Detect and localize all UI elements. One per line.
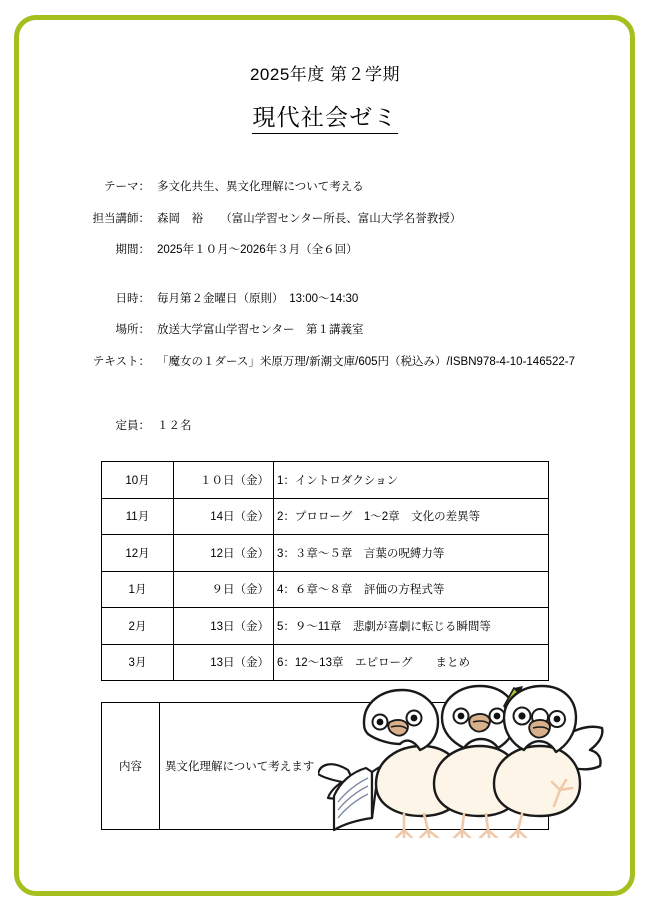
table-row [102, 462, 549, 499]
cell-topic: 5：９～11章 悲劇が喜劇に転じる瞬間等 [274, 608, 549, 645]
cell-month: 2月 [102, 608, 174, 645]
course-term-subtitle: 2025年度 第２学期 [249, 65, 401, 84]
info-row-theme [0, 180, 650, 196]
info-label-theme: テーマ： [104, 181, 150, 193]
cell-date: 13日（金） [174, 608, 274, 645]
info-row-capacity [0, 419, 650, 435]
page-title-block [0, 62, 650, 134]
content-box [101, 702, 549, 830]
spacer [0, 403, 650, 419]
table-row [102, 571, 549, 608]
cell-topic: 4：６章～８章 評価の方程式等 [274, 571, 549, 608]
cell-month: 12月 [102, 535, 174, 572]
course-info-block [0, 180, 650, 435]
cell-month: 11月 [102, 498, 174, 535]
spacer [0, 196, 650, 212]
cell-month: 3月 [102, 644, 174, 681]
cell-date: 12日（金） [174, 535, 274, 572]
page-title: 現代社会ゼミ [252, 99, 397, 134]
info-value-textbook: 「魔女の１ダース」米原万理/新潮文庫/605円（税込み）/ISBN978-4-10-146522-7 [157, 355, 575, 368]
cell-date: 13日（金） [174, 644, 274, 681]
cell-month: 10月 [102, 462, 174, 499]
info-label-instructor: 担当講師： [92, 212, 150, 225]
info-value-datetime: 毎月第２金曜日（原則） 13:00～14:30 [157, 292, 359, 305]
table-row [102, 535, 549, 572]
info-value-capacity: １２名 [157, 420, 192, 433]
info-label-location: 場所： [115, 324, 150, 337]
table-row [102, 608, 549, 645]
cell-date: 14日（金） [174, 498, 274, 535]
cell-topic: 6：12～13章 エピローグ まとめ [274, 644, 549, 681]
info-value-theme: 多文化共生、異文化理解について考える [157, 181, 364, 193]
content-value: 異文化理解について考えます [165, 761, 315, 773]
info-value-period: 2025年１０月～2026年３月（全６回） [157, 244, 358, 257]
table-row [102, 498, 549, 535]
info-row-location [0, 323, 650, 339]
info-label-period: 期間： [115, 244, 150, 257]
spacer [0, 339, 650, 355]
cell-date: １０日（金） [174, 462, 274, 499]
cell-topic: 2：プロローグ 1～2章 文化の差異等 [274, 498, 549, 535]
cell-date: ９日（金） [174, 571, 274, 608]
cell-topic: 3：３章～５章 言葉の呪縛力等 [274, 535, 549, 572]
info-row-datetime [0, 292, 650, 308]
spacer [0, 307, 650, 323]
info-label-datetime: 日時： [115, 292, 150, 305]
info-label-capacity: 定員： [115, 420, 150, 433]
spacer [0, 259, 650, 292]
spacer [0, 370, 650, 403]
table-row [102, 644, 549, 681]
info-row-textbook [0, 355, 650, 371]
content-label: 内容 [102, 703, 160, 829]
cell-month: 1月 [102, 571, 174, 608]
schedule-table [101, 461, 549, 681]
info-row-period [0, 243, 650, 259]
info-row-instructor [0, 212, 650, 228]
info-value-instructor: 森岡 裕 （富山学習センター所長、富山大学名誉教授） [157, 212, 462, 225]
info-label-textbook: テキスト： [92, 355, 150, 368]
cell-topic: 1：イントロダクション [274, 462, 549, 499]
info-value-location: 放送大学富山学習センター 第１講義室 [157, 324, 364, 337]
spacer [0, 227, 650, 243]
